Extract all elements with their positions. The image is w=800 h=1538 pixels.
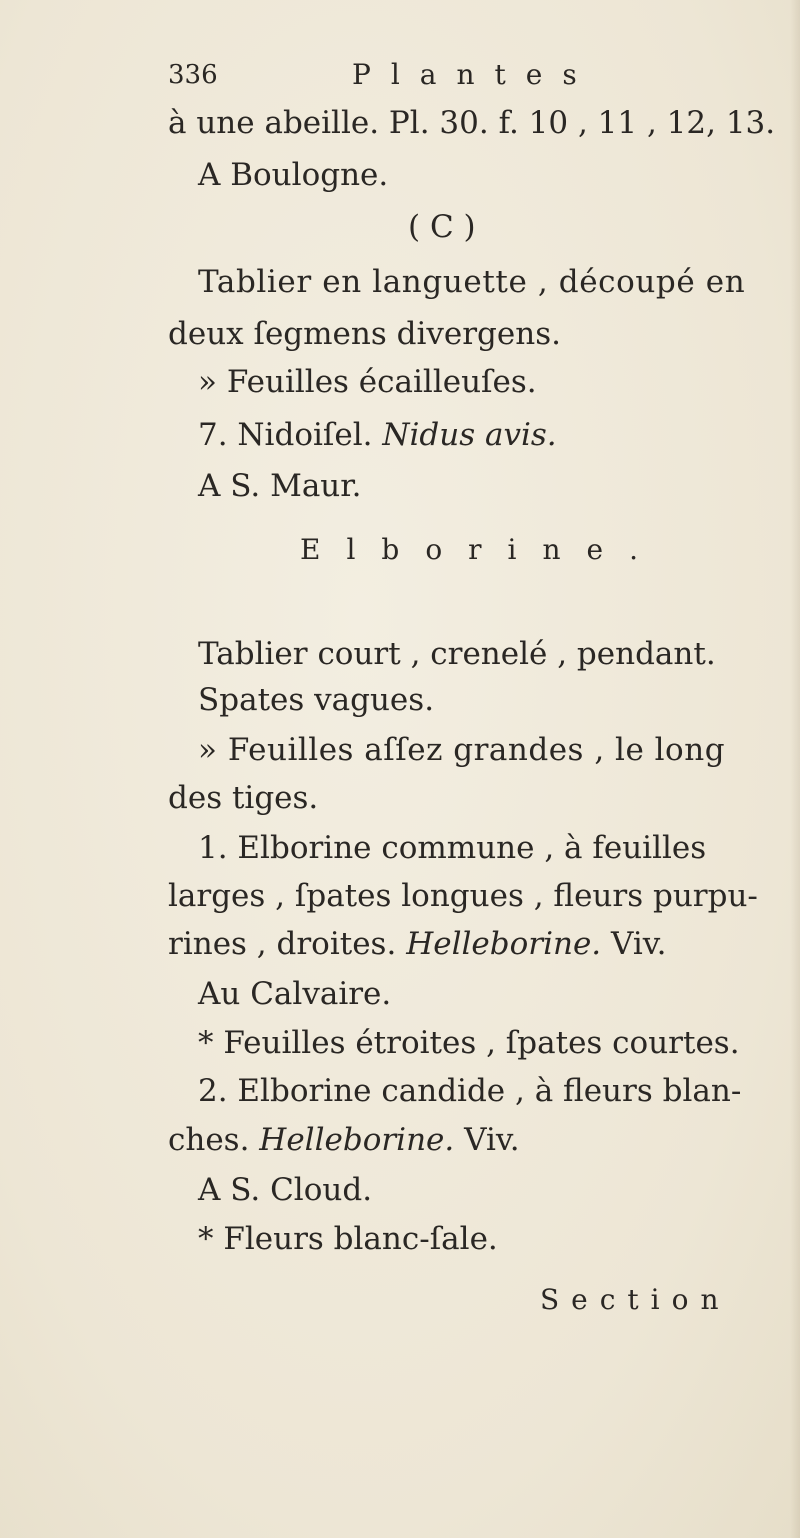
- catchword: Section: [540, 1283, 731, 1316]
- text-line: 1. Elborine commune , à feuilles: [198, 830, 707, 866]
- text-line: [168, 1120, 520, 1160]
- page-edge-shadow: [790, 0, 800, 1538]
- text-line: 2. Elborine candide , à fleurs blan-: [198, 1073, 742, 1109]
- text-line: ( C ): [408, 209, 476, 245]
- latin-name: Nidus avis.: [382, 417, 557, 453]
- text-line: A S. Maur.: [198, 468, 362, 504]
- text-line: Tablier court , crenelé , pendant.: [198, 636, 716, 672]
- text-line: des tiges.: [168, 780, 319, 816]
- text-line: * Fleurs blanc-ſale.: [198, 1221, 498, 1257]
- text-line: à une abeille. Pl. 30. f. 10 , 11 , 12, 13.: [168, 105, 776, 141]
- latin-name: Helleborine.: [259, 1122, 455, 1158]
- duration-label: Viv.: [611, 926, 667, 962]
- text-segment: 7. Nidoiſel.: [198, 417, 373, 453]
- text-line: » Feuilles aſſez grandes , le long: [198, 732, 726, 768]
- page-number: 336: [168, 60, 218, 90]
- text-line: A S. Cloud.: [198, 1172, 373, 1208]
- text-segment: ches.: [168, 1122, 250, 1158]
- section-heading: Elborine.: [300, 533, 665, 566]
- latin-name: Helleborine.: [406, 926, 602, 962]
- text-line: [198, 415, 557, 455]
- duration-label: Viv.: [464, 1122, 520, 1158]
- running-title: Plantes: [352, 58, 597, 91]
- text-line: larges , ſpates longues , fleurs purpu-: [168, 878, 758, 914]
- text-line: Tablier en languette , découpé en: [198, 264, 746, 300]
- text-segment: rines , droites.: [168, 926, 397, 962]
- text-line: deux ſegmens divergens.: [168, 316, 561, 352]
- text-line: A Boulogne.: [198, 157, 389, 193]
- text-line: Au Calvaire.: [198, 976, 392, 1012]
- text-line: » Feuilles écailleuſes.: [198, 364, 537, 400]
- text-line: * Feuilles étroites , ſpates courtes.: [198, 1025, 740, 1061]
- text-line: Spates vagues.: [198, 682, 435, 718]
- text-line: [168, 924, 666, 964]
